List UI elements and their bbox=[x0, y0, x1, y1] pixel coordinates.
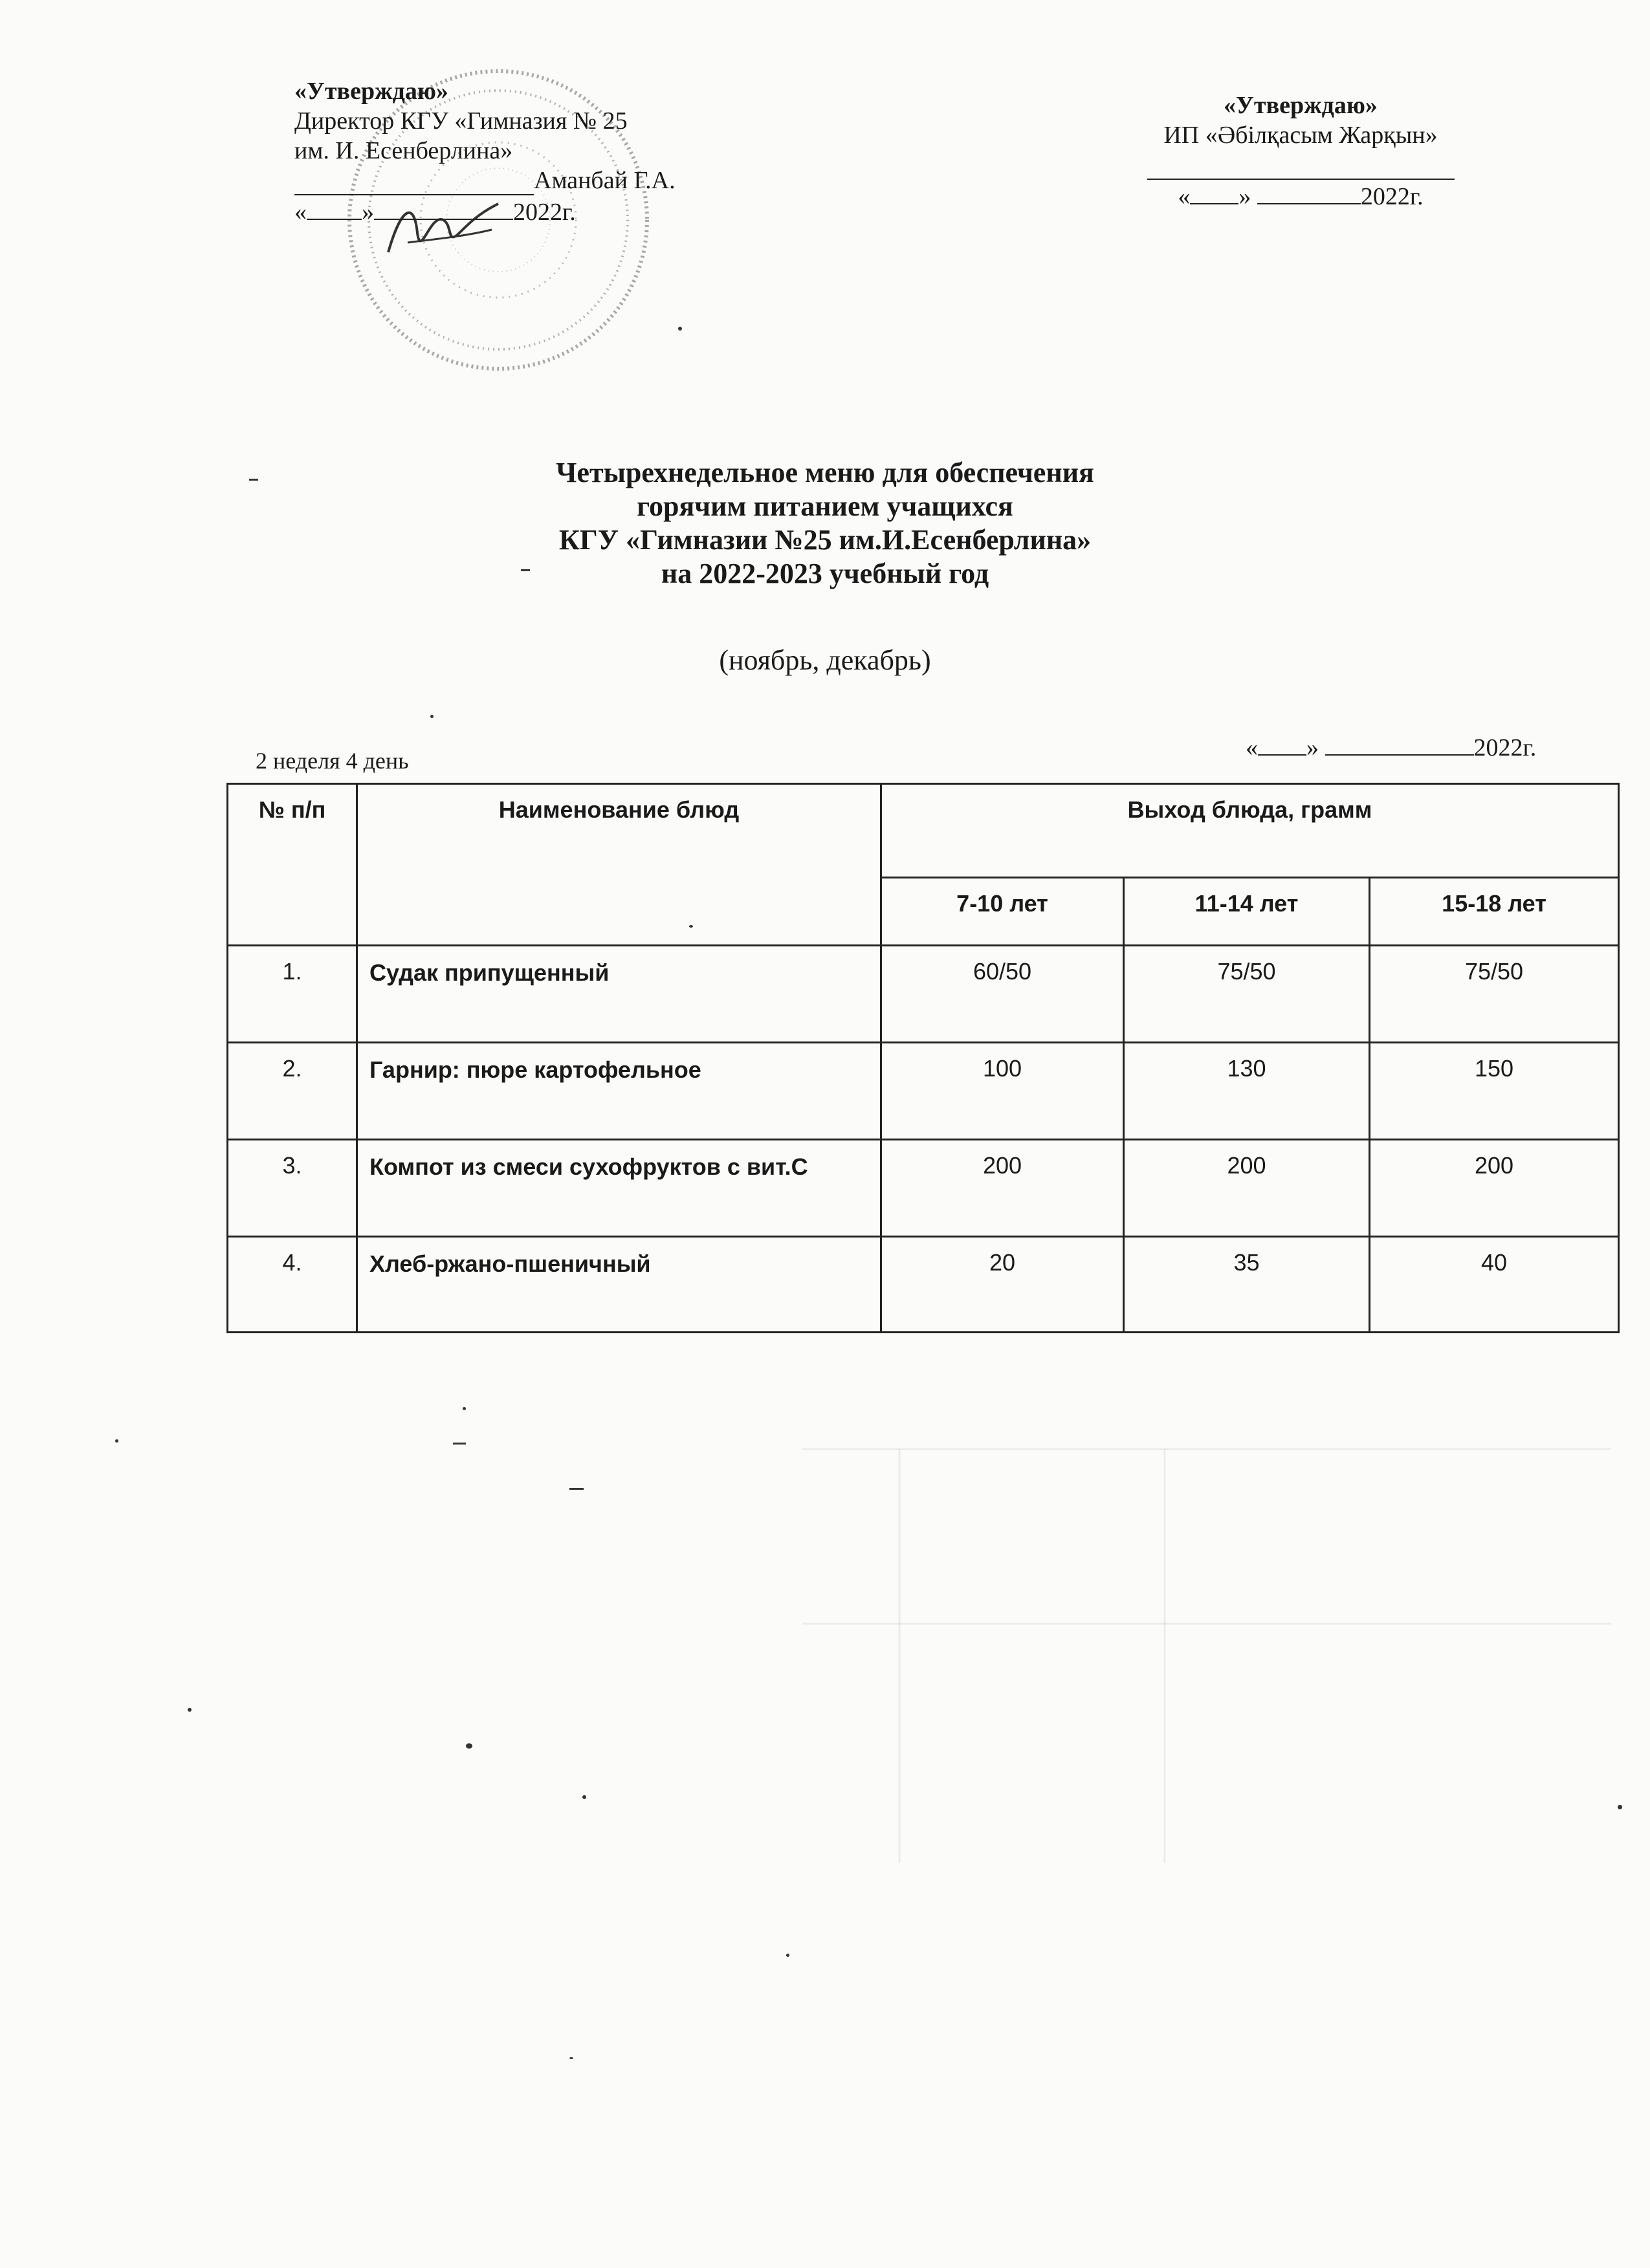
value-15-18: 200 bbox=[1370, 1140, 1619, 1237]
value-11-14: 200 bbox=[1124, 1140, 1370, 1237]
value-7-10: 20 bbox=[881, 1237, 1124, 1333]
date-quote-open: « bbox=[1178, 183, 1191, 210]
document-subtitle: (ноябрь, декабрь) bbox=[719, 644, 931, 676]
scan-speck bbox=[249, 479, 258, 481]
approval-organization: им. И. Есенберлина» bbox=[294, 137, 513, 164]
signature-blank bbox=[1147, 153, 1455, 180]
date-year: 2022г. bbox=[1360, 183, 1424, 210]
scan-speck bbox=[453, 1443, 466, 1445]
month-blank bbox=[374, 195, 513, 220]
date-quote-open: « bbox=[294, 199, 307, 226]
scan-speck bbox=[582, 1795, 586, 1799]
bleed-through-table-icon bbox=[802, 1410, 1611, 1863]
table-row bbox=[228, 1237, 1619, 1333]
value-11-14: 130 bbox=[1124, 1043, 1370, 1140]
approval-position: Директор КГУ «Гимназия № 25 bbox=[294, 107, 628, 135]
value-15-18: 150 bbox=[1370, 1043, 1619, 1140]
header-output: Выход блюда, грамм bbox=[881, 784, 1619, 878]
value-15-18: 40 bbox=[1370, 1237, 1619, 1333]
scan-speck bbox=[786, 1954, 789, 1957]
dish-name: Хлеб-ржано-пшеничный bbox=[357, 1237, 881, 1333]
scan-speck bbox=[463, 1407, 466, 1410]
header-dish: Наименование блюд bbox=[357, 784, 881, 946]
value-7-10: 200 bbox=[881, 1140, 1124, 1237]
scan-speck bbox=[689, 925, 693, 928]
value-7-10: 60/50 bbox=[881, 946, 1124, 1043]
scan-speck bbox=[569, 2057, 573, 2059]
header-age-7-10: 7-10 лет bbox=[881, 878, 1124, 946]
title-line: на 2022-2023 учебный год bbox=[661, 558, 989, 589]
table-row bbox=[228, 1140, 1619, 1237]
approval-date bbox=[1094, 180, 1508, 212]
approval-block-director bbox=[294, 76, 760, 227]
scan-speck bbox=[678, 327, 682, 331]
approval-signature-line bbox=[294, 166, 760, 195]
row-number: 4. bbox=[228, 1237, 357, 1333]
day-blank bbox=[1190, 180, 1238, 204]
date-quote-close: » bbox=[362, 199, 374, 226]
day-blank bbox=[307, 195, 362, 220]
title-line: горячим питанием учащихся bbox=[637, 490, 1013, 522]
title-line: КГУ «Гимназии №25 им.И.Есенберлина» bbox=[558, 524, 1092, 556]
approval-signature-line bbox=[1094, 150, 1508, 180]
scan-speck bbox=[430, 715, 434, 718]
scan-speck bbox=[188, 1708, 192, 1712]
date-year: 2022г. bbox=[1473, 734, 1537, 761]
table-row bbox=[228, 946, 1619, 1043]
row-number: 1. bbox=[228, 946, 357, 1043]
scan-speck bbox=[569, 1488, 584, 1490]
date-quote-close: » bbox=[1238, 183, 1251, 210]
document-title bbox=[0, 456, 1650, 591]
menu-table bbox=[226, 783, 1620, 1333]
value-15-18: 75/50 bbox=[1370, 946, 1619, 1043]
menu-date bbox=[1246, 731, 1536, 762]
row-number: 2. bbox=[228, 1043, 357, 1140]
header-age-15-18: 15-18 лет bbox=[1370, 878, 1619, 946]
approval-date bbox=[294, 195, 760, 227]
week-day-label: 2 неделя 4 день bbox=[256, 748, 409, 774]
approval-heading: «Утверждаю» bbox=[294, 78, 448, 105]
table-row bbox=[228, 1043, 1619, 1140]
scan-speck bbox=[466, 1743, 472, 1749]
month-blank bbox=[1257, 180, 1361, 204]
date-quote-close: » bbox=[1306, 734, 1319, 761]
signature-blank bbox=[294, 168, 534, 195]
date-year: 2022г. bbox=[513, 199, 576, 226]
scan-speck bbox=[1618, 1805, 1622, 1809]
month-blank bbox=[1325, 731, 1474, 756]
value-11-14: 35 bbox=[1124, 1237, 1370, 1333]
signer-name: Аманбай Г.А. bbox=[534, 167, 676, 194]
approval-block-entrepreneur bbox=[1094, 91, 1508, 212]
approval-organization: ИП «Әбілқасым Жарқын» bbox=[1163, 122, 1438, 149]
dish-name: Судак припущенный bbox=[357, 946, 881, 1043]
value-11-14: 75/50 bbox=[1124, 946, 1370, 1043]
title-line: Четырехнедельное меню для обеспечения bbox=[556, 457, 1094, 488]
header-number: № п/п bbox=[228, 784, 357, 946]
scan-speck bbox=[115, 1439, 118, 1443]
value-7-10: 100 bbox=[881, 1043, 1124, 1140]
approval-heading: «Утверждаю» bbox=[1224, 92, 1378, 119]
day-blank bbox=[1258, 731, 1306, 756]
header-age-11-14: 11-14 лет bbox=[1124, 878, 1370, 946]
dish-name: Гарнир: пюре картофельное bbox=[357, 1043, 881, 1140]
scan-speck bbox=[521, 569, 530, 571]
date-quote-open: « bbox=[1246, 734, 1258, 761]
dish-name: Компот из смеси сухофруктов с вит.С bbox=[357, 1140, 881, 1237]
row-number: 3. bbox=[228, 1140, 357, 1237]
